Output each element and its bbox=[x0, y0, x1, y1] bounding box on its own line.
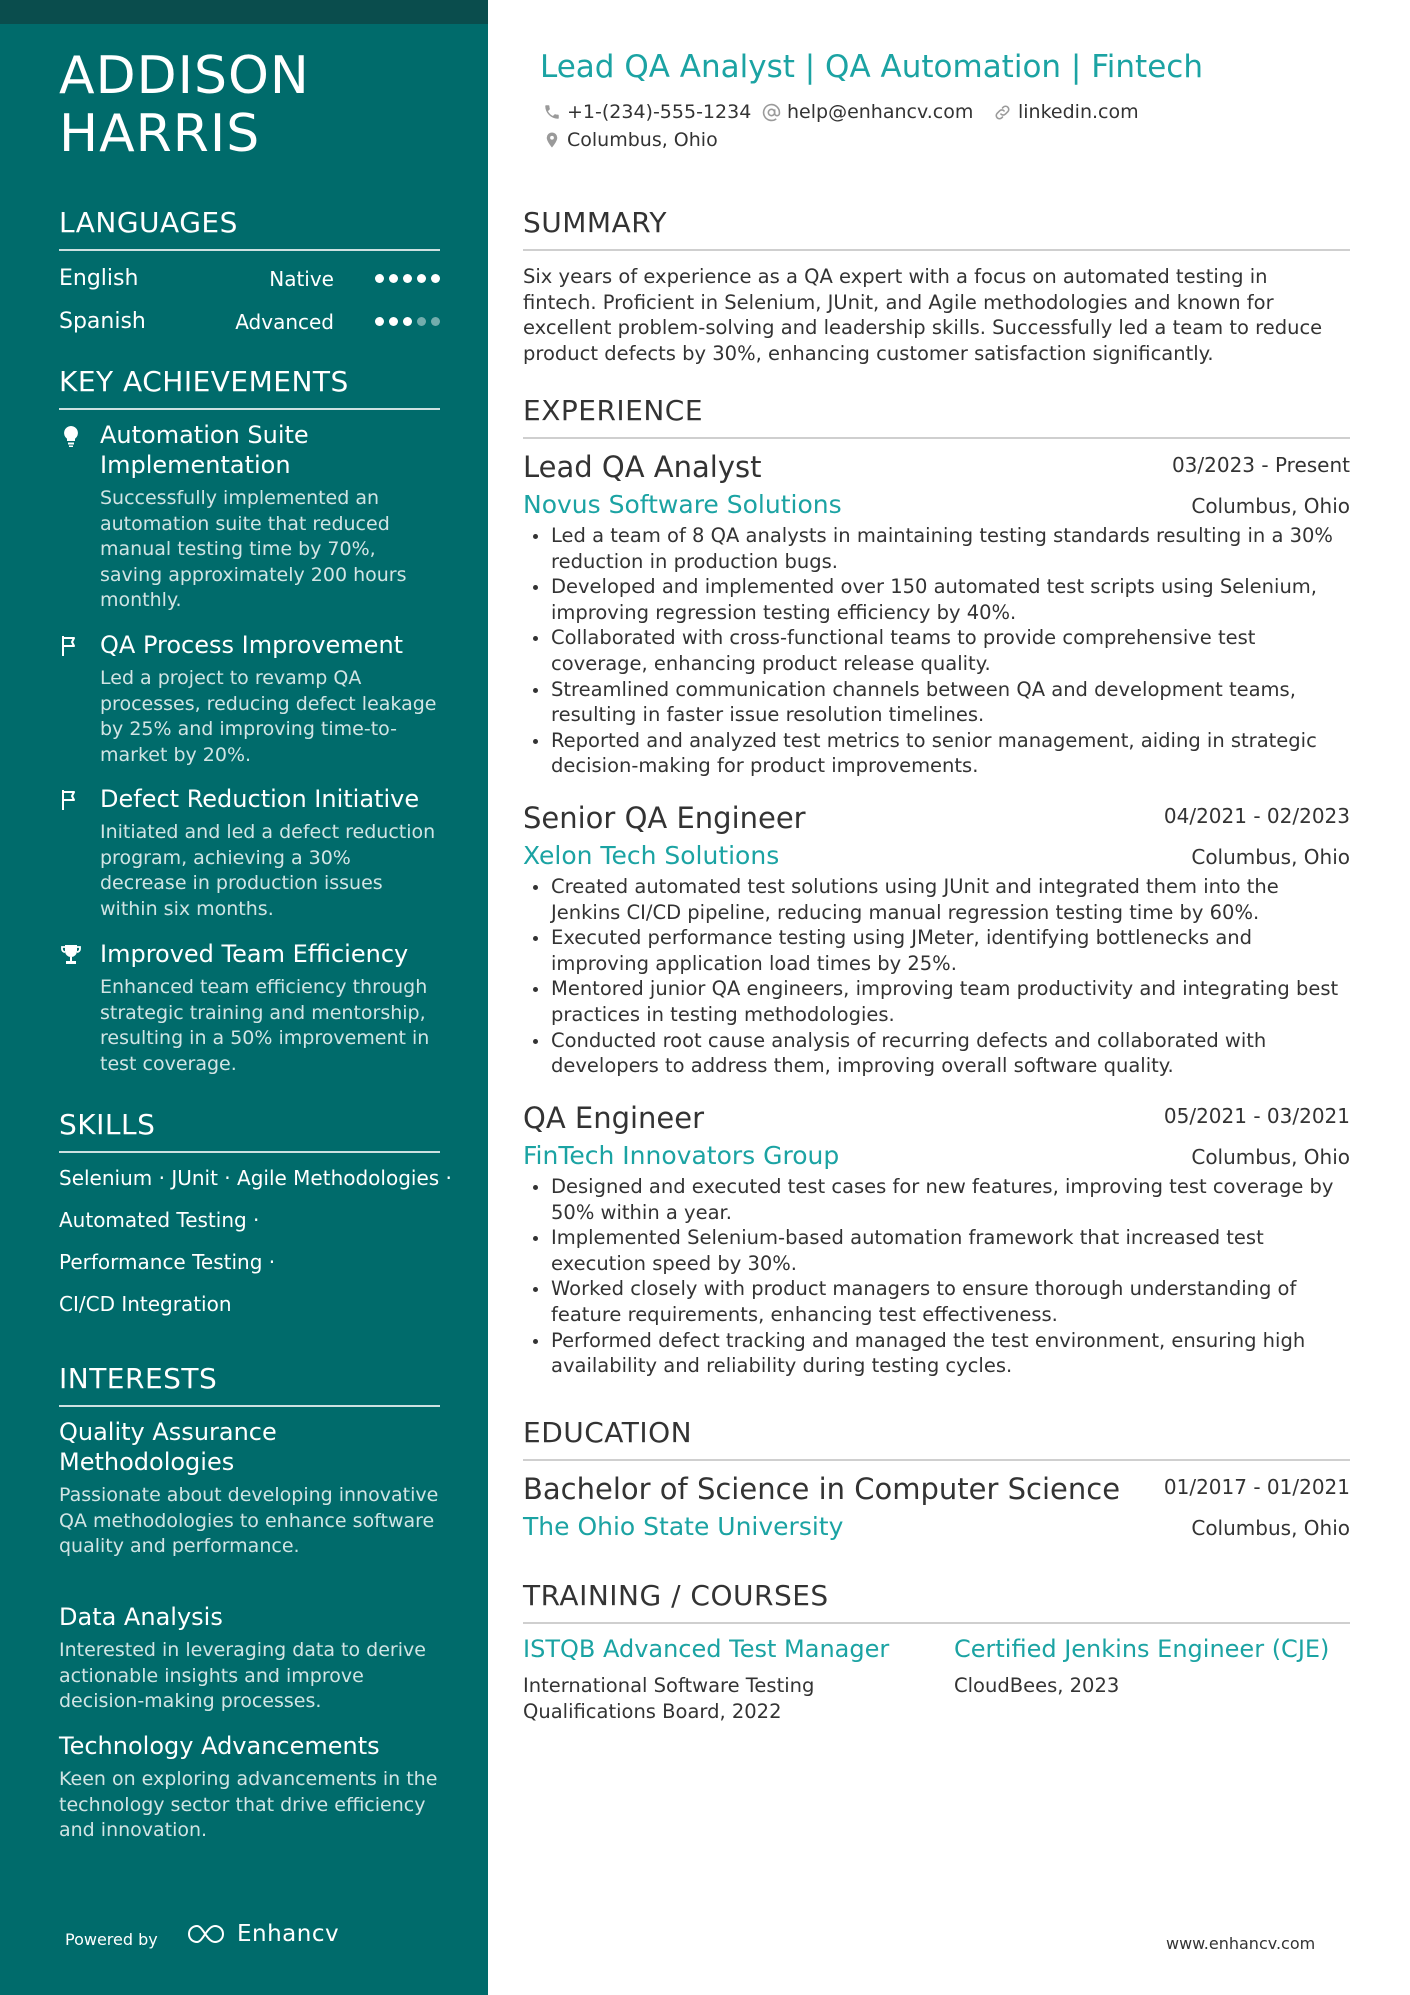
languages-heading: LANGUAGES bbox=[59, 206, 440, 251]
contact-email[interactable] bbox=[762, 100, 973, 124]
skills-heading: SKILLS bbox=[59, 1108, 440, 1153]
interest-desc: Passionate about developing innovative QA methodologies to enhance software quality and performance. bbox=[59, 1484, 439, 1557]
job-dates: 03/2023 - Present bbox=[1171, 453, 1350, 477]
rating-dot bbox=[403, 317, 412, 326]
course-title: Certified Jenkins Engineer (CJE) bbox=[954, 1635, 1330, 1663]
enhancv-logo[interactable] bbox=[185, 1921, 339, 1947]
phone-icon bbox=[543, 103, 561, 121]
achievement-desc: Successfully implemented an automation suite that reduced manual testing time by 70%, saving approximately 200 hours monthly. bbox=[100, 487, 407, 611]
job-entry bbox=[523, 800, 1350, 1079]
language-name: Spanish bbox=[59, 309, 146, 334]
name-last: HARRIS bbox=[59, 104, 261, 164]
achievement-title: QA Process Improvement bbox=[100, 631, 404, 659]
interest-item bbox=[59, 1602, 449, 1715]
job-bullet: Worked closely with product managers to ensure thorough understanding of feature requirements, enhancing test effectiveness. bbox=[523, 1276, 1350, 1327]
rating-dot bbox=[389, 274, 398, 283]
language-row bbox=[59, 264, 440, 294]
summary-heading: SUMMARY bbox=[523, 206, 1350, 251]
job-location: Columbus, Ohio bbox=[1191, 1145, 1350, 1169]
powered-by-label: Powered by bbox=[65, 1930, 158, 1949]
job-bullet: Collaborated with cross-functional teams to provide comprehensive test coverage, enhancing product release quality. bbox=[523, 625, 1350, 676]
interest-title: Data Analysis bbox=[59, 1603, 223, 1631]
achievements-heading: KEY ACHIEVEMENTS bbox=[59, 365, 440, 410]
lightbulb-icon bbox=[59, 424, 83, 448]
interest-item bbox=[59, 1417, 449, 1560]
interest-desc: Keen on exploring advancements in the technology sector that drive efficiency and innovation. bbox=[59, 1768, 438, 1841]
language-row bbox=[59, 307, 440, 337]
job-location: Columbus, Ohio bbox=[1191, 494, 1350, 518]
rating-dot bbox=[375, 274, 384, 283]
brand-name: Enhancv bbox=[237, 1921, 340, 1947]
job-bullet: Executed performance testing using JMeter, identifying bottlenecks and improving application load times by 25%. bbox=[523, 925, 1350, 976]
job-bullet: Developed and implemented over 150 automated test scripts using Selenium, improving regression testing efficiency by 40%. bbox=[523, 574, 1350, 625]
rating-dot bbox=[375, 317, 384, 326]
achievement-title: Defect Reduction Initiative bbox=[100, 785, 420, 813]
at-sign-icon bbox=[762, 103, 781, 122]
job-title: QA Engineer bbox=[523, 1101, 705, 1135]
job-bullet: Designed and executed test cases for new features, improving test coverage by 50% within a year. bbox=[523, 1174, 1350, 1225]
job-bullets bbox=[523, 1174, 1350, 1379]
training-heading: TRAINING / COURSES bbox=[523, 1579, 1350, 1624]
link-icon bbox=[993, 103, 1012, 122]
flag-icon bbox=[59, 634, 83, 658]
sidebar bbox=[0, 0, 488, 1995]
language-rating bbox=[375, 317, 440, 326]
language-level: Native bbox=[269, 267, 334, 291]
contact-location bbox=[543, 128, 718, 152]
course-desc: International Software Testing Qualifications Board, 2022 bbox=[523, 1674, 815, 1723]
achievement-desc: Initiated and led a defect reduction program, achieving a 30% decrease in production issues within six months. bbox=[100, 821, 436, 920]
achievement-title: Improved Team Efficiency bbox=[100, 940, 409, 968]
job-bullet: Performed defect tracking and managed the test environment, ensuring high availability and reliability during testing cycles. bbox=[523, 1328, 1350, 1379]
job-bullet: Reported and analyzed test metrics to senior management, aiding in strategic decision-making for product improvements. bbox=[523, 728, 1350, 779]
job-dates: 05/2021 - 03/2021 bbox=[1163, 1104, 1350, 1128]
name-first: ADDISON bbox=[59, 46, 310, 106]
achievement-item bbox=[59, 630, 440, 768]
job-entry bbox=[523, 449, 1350, 779]
job-entry bbox=[523, 1100, 1350, 1379]
skill-line: Automated Testing · bbox=[59, 1208, 260, 1232]
job-title: Senior QA Engineer bbox=[523, 801, 806, 835]
achievement-title: Automation Suite Implementation bbox=[100, 421, 309, 479]
sidebar-top-bar bbox=[0, 0, 488, 24]
education-dates: 01/2017 - 01/2021 bbox=[1163, 1475, 1350, 1499]
phone-text: +1-(234)-555-1234 bbox=[567, 101, 752, 123]
language-rating bbox=[375, 274, 440, 283]
achievement-desc: Enhanced team efficiency through strategic training and mentorship, resulting in a 50% improvement in test coverage. bbox=[100, 976, 430, 1075]
achievement-item bbox=[59, 420, 440, 614]
job-title: Lead QA Analyst bbox=[523, 450, 762, 484]
experience-heading: EXPERIENCE bbox=[523, 394, 1350, 439]
job-bullet: Conducted root cause analysis of recurring defects and collaborated with developers to address them, improving overall software quality. bbox=[523, 1028, 1350, 1079]
job-bullet: Streamlined communication channels between QA and development teams, resulting in faster issue resolution timelines. bbox=[523, 677, 1350, 728]
resume-headline: Lead QA Analyst | QA Automation | Fintech bbox=[540, 49, 1203, 85]
skill-line: CI/CD Integration bbox=[59, 1292, 232, 1316]
job-bullets bbox=[523, 523, 1350, 779]
infinity-logo-icon bbox=[185, 1921, 229, 1947]
trophy-icon bbox=[59, 943, 83, 967]
rating-dot bbox=[431, 317, 440, 326]
skill-line: Selenium · JUnit · Agile Methodologies · bbox=[59, 1166, 452, 1190]
rating-dot bbox=[417, 274, 426, 283]
job-dates: 04/2021 - 02/2023 bbox=[1163, 804, 1350, 828]
achievement-desc: Led a project to revamp QA processes, reducing defect leakage by 25% and improving time-to-market by 20%. bbox=[100, 667, 437, 766]
interests-heading: INTERESTS bbox=[59, 1362, 440, 1407]
job-company: FinTech Innovators Group bbox=[523, 1141, 840, 1170]
interest-item bbox=[59, 1731, 449, 1844]
contact-linkedin[interactable] bbox=[993, 100, 1139, 124]
website-link[interactable]: www.enhancv.com bbox=[1166, 1934, 1316, 1953]
summary-text: Six years of experience as a QA expert with a focus on automated testing in fintech. Proficient in Selenium, JUnit, and Agile methodologies and known for excellent problem-solving and leadership skills. Successfully led a team to reduce product defects by 30%, enhancing customer satisfaction significantly. bbox=[523, 265, 1323, 365]
location-text: Columbus, Ohio bbox=[567, 129, 718, 151]
job-company: Xelon Tech Solutions bbox=[523, 841, 780, 870]
education-location: Columbus, Ohio bbox=[1191, 1516, 1350, 1540]
skill-line: Performance Testing · bbox=[59, 1250, 276, 1274]
rating-dot bbox=[403, 274, 412, 283]
achievement-item bbox=[59, 784, 440, 922]
achievement-item bbox=[59, 939, 440, 1077]
education-entry bbox=[523, 1471, 1350, 1543]
job-bullet: Implemented Selenium-based automation framework that increased test execution speed by 30%. bbox=[523, 1225, 1350, 1276]
person-name bbox=[59, 47, 459, 163]
contact-phone[interactable] bbox=[543, 100, 751, 124]
rating-dot bbox=[417, 317, 426, 326]
course-item bbox=[954, 1634, 1374, 1699]
interest-title: Technology Advancements bbox=[59, 1732, 380, 1760]
rating-dot bbox=[389, 317, 398, 326]
job-company: Novus Software Solutions bbox=[523, 490, 842, 519]
degree-title: Bachelor of Science in Computer Science bbox=[523, 1472, 1121, 1506]
interest-desc: Interested in leveraging data to derive actionable insights and improve decision-making processes. bbox=[59, 1639, 426, 1712]
email-text: help@enhancv.com bbox=[787, 101, 974, 123]
rating-dot bbox=[431, 274, 440, 283]
job-bullet: Led a team of 8 QA analysts in maintaining testing standards resulting in a 30% reduction in production bugs. bbox=[523, 523, 1350, 574]
course-desc: CloudBees, 2023 bbox=[954, 1674, 1120, 1697]
job-bullet: Created automated test solutions using JUnit and integrated them into the Jenkins CI/CD pipeline, reducing manual regression testing time by 60%. bbox=[523, 874, 1350, 925]
flag-icon bbox=[59, 788, 83, 812]
school-name: The Ohio State University bbox=[523, 1512, 844, 1541]
job-location: Columbus, Ohio bbox=[1191, 845, 1350, 869]
course-title: ISTQB Advanced Test Manager bbox=[523, 1635, 890, 1663]
job-bullet: Mentored junior QA engineers, improving team productivity and integrating best practices in testing methodologies. bbox=[523, 976, 1350, 1027]
location-pin-icon bbox=[543, 131, 561, 149]
job-bullets bbox=[523, 874, 1350, 1079]
education-heading: EDUCATION bbox=[523, 1416, 1350, 1461]
linkedin-text: linkedin.com bbox=[1018, 101, 1139, 123]
interest-title: Quality Assurance Methodologies bbox=[59, 1418, 277, 1476]
language-name: English bbox=[59, 266, 139, 291]
language-level: Advanced bbox=[235, 310, 334, 334]
course-item bbox=[523, 1634, 943, 1724]
